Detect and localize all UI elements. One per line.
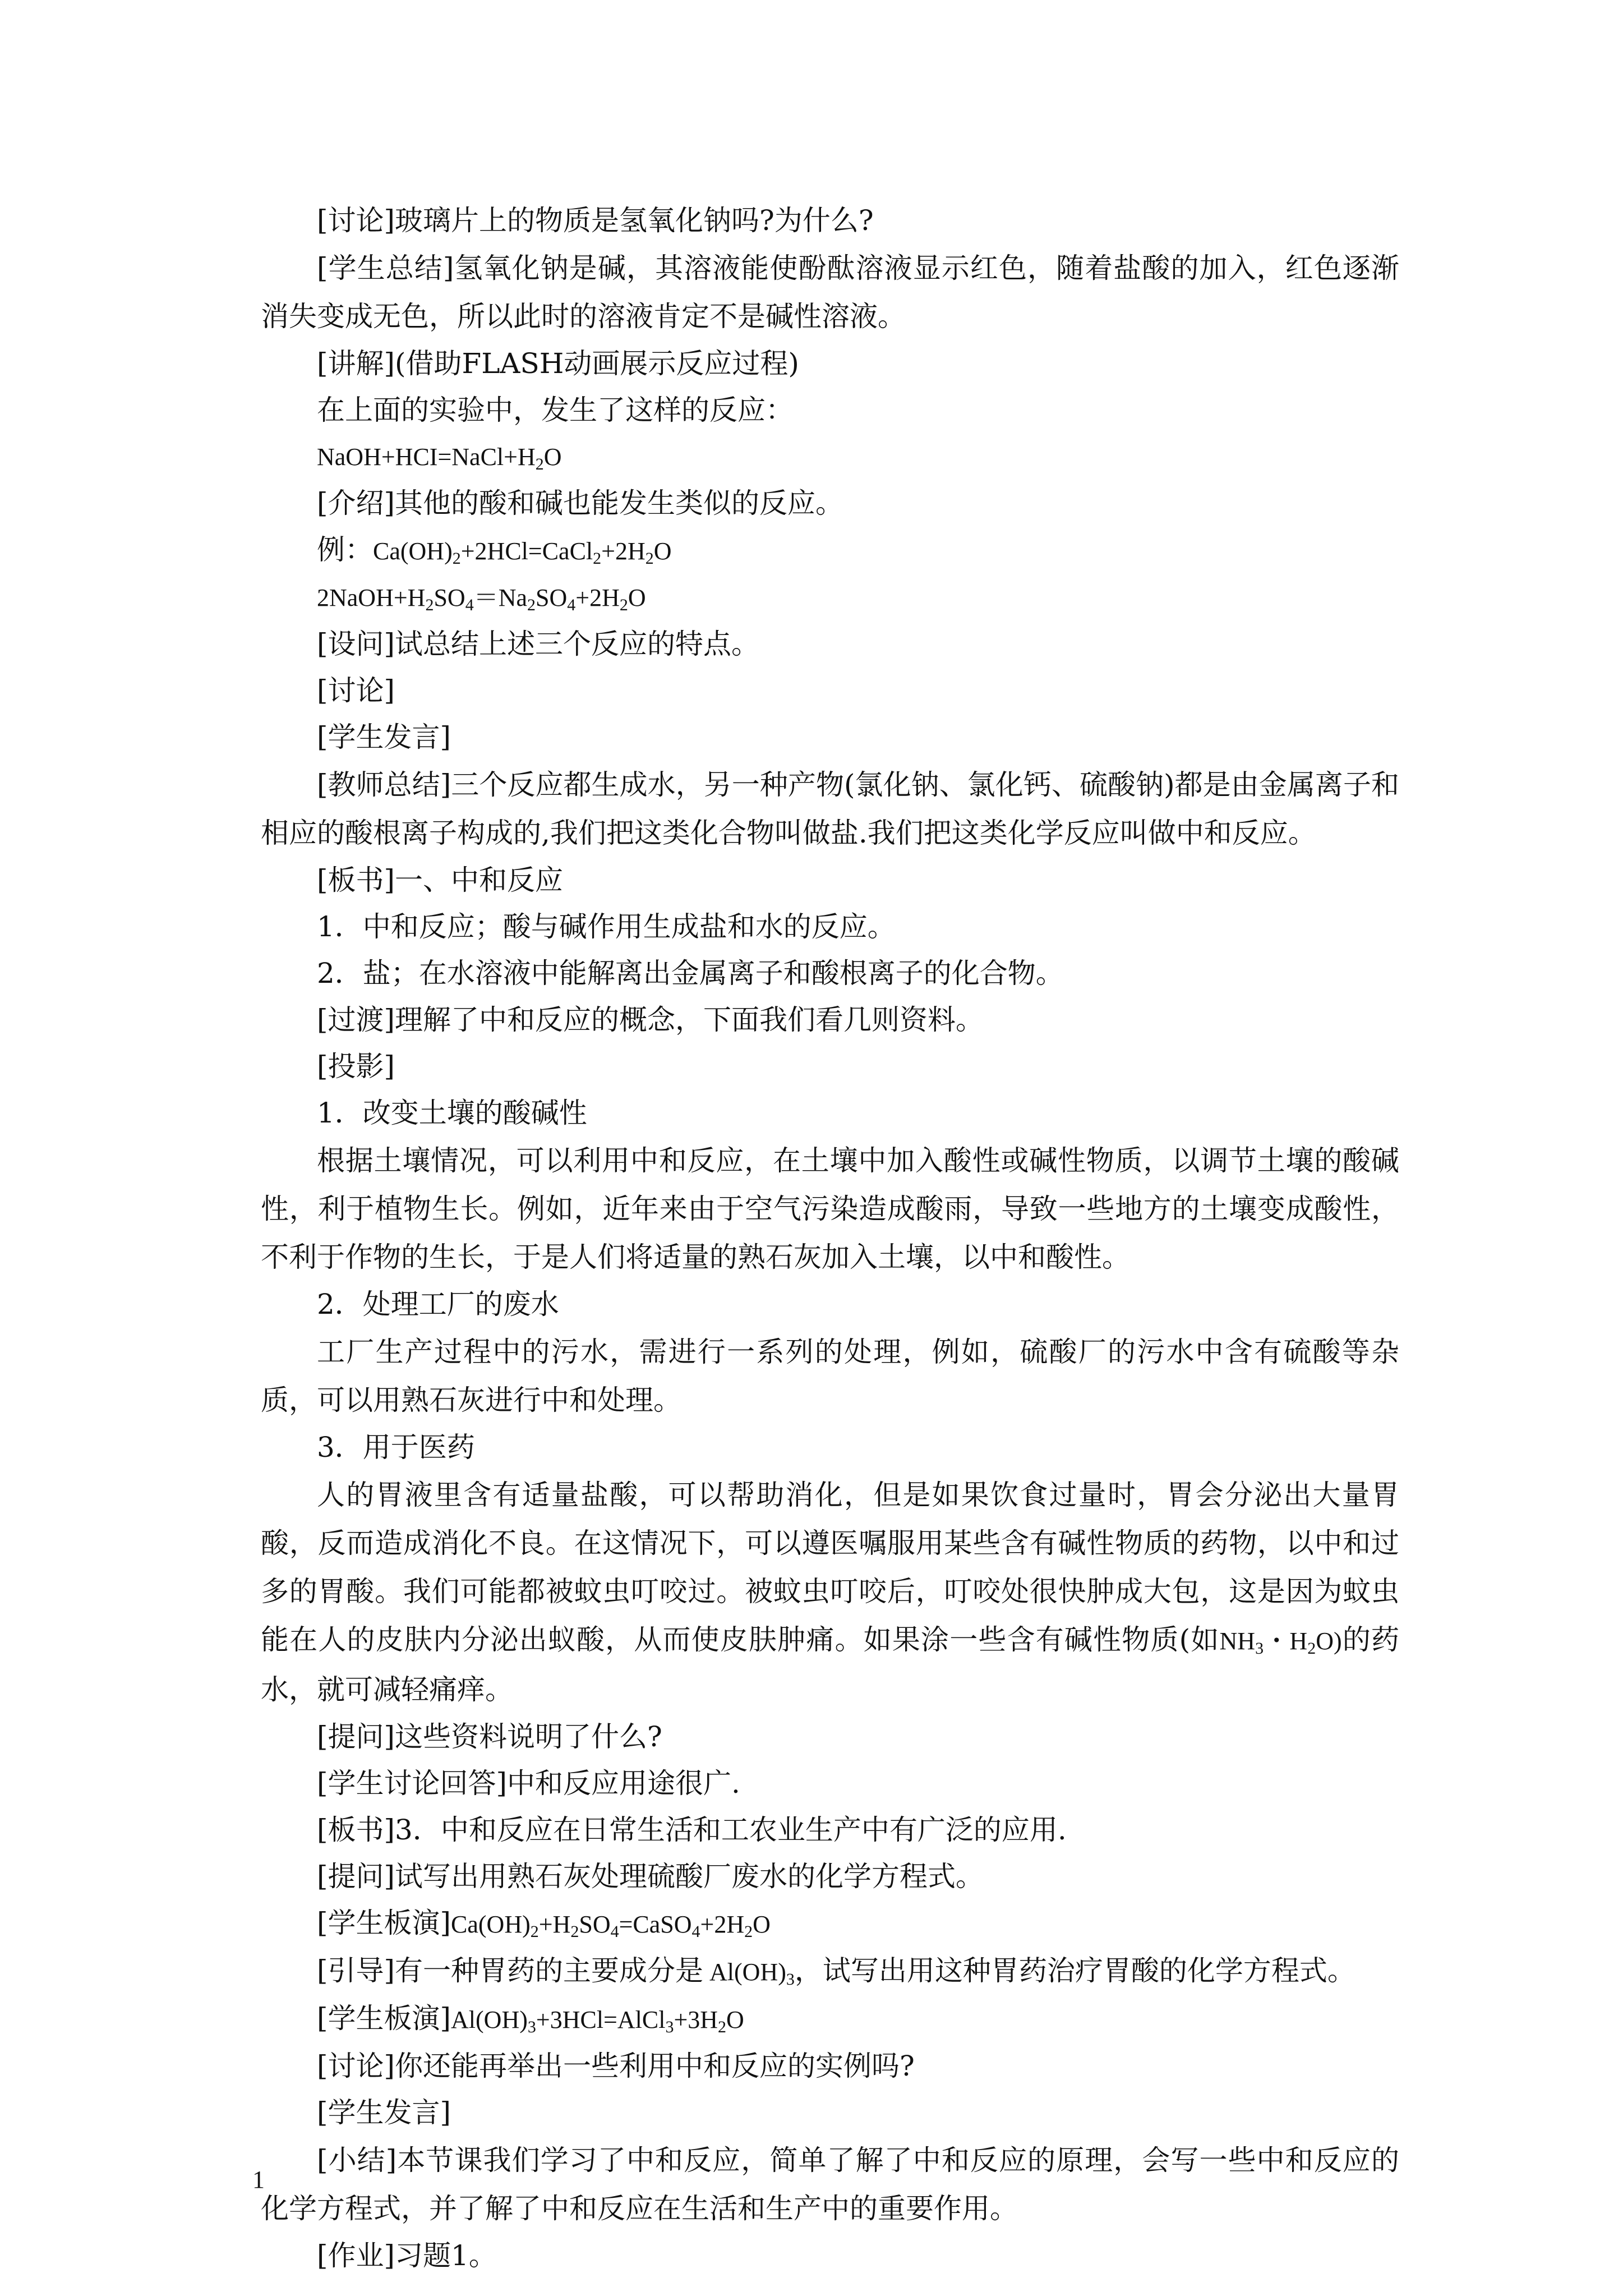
student-speech-tag-2: [学生发言]: [317, 2096, 451, 2129]
board-heading: [板书]一、中和反应: [317, 864, 564, 896]
question-meaning-line: [提问]这些资料说明了什么?: [317, 1720, 662, 1753]
equation-caoh-hcl: 例：$Ca(OH)_2+2HCl=CaCl_2+2H_2O$: [317, 533, 672, 568]
discussion-line: [讨论]玻璃片上的物质是氢氧化钠吗?为什么?: [317, 204, 874, 237]
projection-tag: [投影]: [317, 1050, 395, 1083]
introduction-line: [介绍]其他的酸和碱也能发生类似的反应。: [317, 487, 844, 519]
transition-line: [过渡]理解了中和反应的概念，下面我们看几则资料。: [317, 1004, 984, 1036]
lesson-content: [261, 197, 1399, 2279]
reaction-intro-line: 在上面的实验中，发生了这样的反应：: [317, 394, 794, 426]
discussion-examples-line: [讨论]你还能再举出一些利用中和反应的实例吗?: [317, 2050, 915, 2082]
student-speech-tag: [学生发言]: [317, 721, 451, 753]
student-answer-line: [学生讨论回答]中和反应用途很广.: [317, 1767, 740, 1800]
question-equation-line: [提问]试写出用熟石灰处理硫酸厂废水的化学方程式。: [317, 1860, 984, 1893]
wastewater-paragraph: 工厂生产过程中的污水，需进行一系列的处理，例如，硫酸厂的污水中含有硫酸等杂质，可以用熟石灰进行中和处理。: [261, 1336, 1399, 1416]
student-board-equation-1: [学生板演]$Ca(OH)_2+H_2SO_4=CaSO_4+2H_2O$: [317, 1907, 771, 1941]
student-board-equation-2: [学生板演]$Al(OH)_3+3HCl=AlCl_3+3H_2O$: [317, 2002, 744, 2036]
homework-line: [作业]习题1。: [317, 2239, 497, 2272]
section-soil-heading: 1．改变土壤的酸碱性: [317, 1097, 587, 1129]
board-application-line: [板书]3．中和反应在日常生活和工农业生产中有广泛的应用.: [317, 1814, 1067, 1846]
page-number: 1: [252, 2166, 265, 2193]
guide-line: [引导]有一种胃药的主要成分是 $Al(OH)_3$，试写出用这种胃药治疗胃酸的化学方程式。: [317, 1954, 1355, 1989]
explanation-line: [讲解](借助FLASH动画展示反应过程): [317, 347, 799, 380]
student-summary-paragraph: [学生总结]氢氧化钠是碱，其溶液能使酚酞溶液显示红色，随着盐酸的加入，红色逐渐消失变成无色，所以此时的溶液肯定不是碱性溶液。: [261, 252, 1399, 333]
summary-paragraph: [小结]本节课我们学习了中和反应，简单了解了中和反应的原理，会写一些中和反应的化学方程式，并了解了中和反应在生活和生产中的重要作用。: [261, 2144, 1399, 2225]
soil-paragraph: 根据土壤情况，可以利用中和反应，在土壤中加入酸性或碱性物质，以调节土壤的酸碱性，利于植物生长。例如，近年来由于空气污染造成酸雨，导致一些地方的土壤变成酸性，不利于作物的生长，于是人们将适量的熟石灰加入土壤，以中和酸性。: [261, 1144, 1399, 1273]
section-medicine-heading: 3．用于医药: [317, 1431, 475, 1464]
teacher-summary-paragraph: [教师总结]三个反应都生成水，另一种产物(氯化钠、氯化钙、硫酸钠)都是由金属离子和相应的酸根离子构成的,我们把这类化合物叫做盐.我们把这类化学反应叫做中和反应。: [261, 769, 1399, 849]
medicine-paragraph: 人的胃液里含有适量盐酸，可以帮助消化，但是如果饮食过量时，胃会分泌出大量胃酸，反而造成消化不良。在这情况下，可以遵医嘱服用某些含有碱性物质的药物，以中和过多的胃酸。我们可能都被蚊虫叮咬过。被蚊虫叮咬后，叮咬处很快肿成大包，这是因为蚊虫能在人的皮肤内分泌出蚁酸，从而使皮肤肿痛。如果涂一些含有碱性物质(如$NH_3$・$H_2O$)的药水，就可减轻痛痒。: [261, 1479, 1400, 1706]
definition-salt: 2．盐；在水溶液中能解离出金属离子和酸根离子的化合物。: [317, 957, 1064, 990]
equation-naoh-h2so4: $2NaOH+H_2SO_4=Na_2SO_4+2H_2O$: [317, 584, 646, 614]
question-line: [设问]试总结上述三个反应的特点。: [317, 628, 760, 660]
section-wastewater-heading: 2．处理工厂的废水: [317, 1288, 559, 1320]
discussion-tag: [讨论]: [317, 674, 395, 707]
definition-neutralization: 1．中和反应；酸与碱作用生成盐和水的反应。: [317, 910, 896, 943]
equation-naoh-hcl: $NaOH+HCI=NaCl+H_2O$: [317, 443, 562, 473]
